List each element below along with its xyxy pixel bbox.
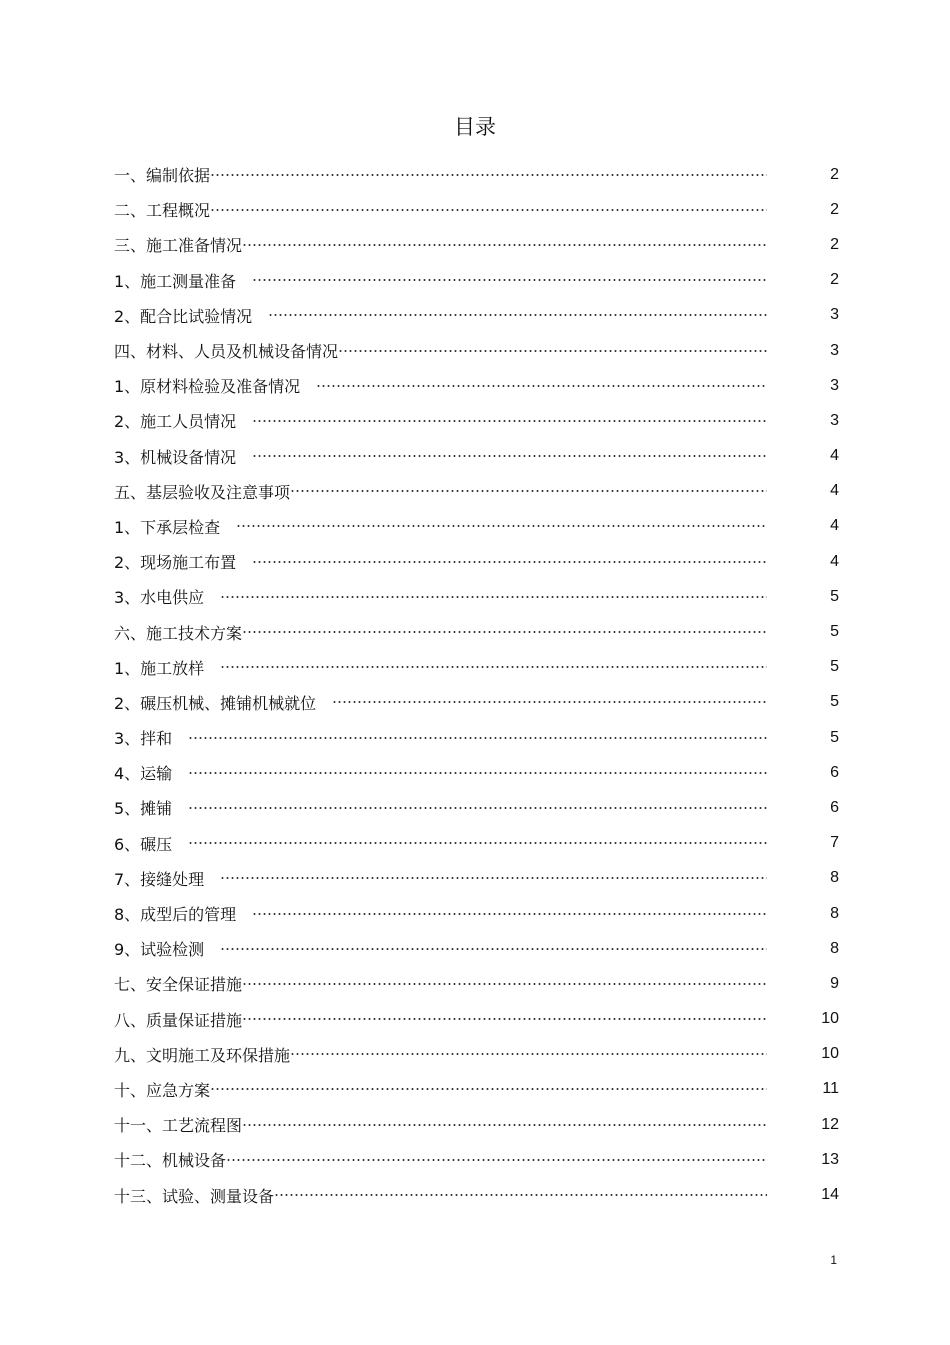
toc-entry-page: 3: [830, 306, 839, 324]
toc-dot-leader: [188, 771, 767, 775]
toc-entry-label: 十、应急方案: [114, 1080, 211, 1100]
toc-dot-leader: [242, 982, 767, 986]
toc-dot-leader: [290, 1052, 767, 1056]
table-of-contents: [0, 157, 950, 1213]
toc-entry-page: 14: [821, 1186, 839, 1204]
page-title: 目录: [454, 115, 496, 139]
toc-dot-leader: [290, 489, 767, 493]
toc-entry-label: 5、摊铺: [114, 799, 173, 819]
toc-dot-leader: [332, 700, 767, 704]
toc-entry[interactable]: [0, 298, 950, 333]
toc-dot-leader: [220, 947, 767, 951]
toc-dot-leader: [242, 630, 767, 634]
toc-dot-leader: [252, 454, 767, 458]
toc-entry[interactable]: [0, 826, 950, 861]
toc-entry-label: 2、碾压机械、摊铺机械就位: [114, 693, 317, 713]
toc-entry[interactable]: [0, 1107, 950, 1142]
toc-entry[interactable]: [0, 720, 950, 755]
toc-entry-label: 1、施工测量准备: [114, 271, 237, 291]
toc-entry-page: 5: [830, 658, 839, 676]
toc-entry[interactable]: [0, 333, 950, 368]
toc-entry-label: 6、碾压: [114, 834, 173, 854]
toc-entry-page: 4: [830, 482, 839, 500]
toc-entry[interactable]: [0, 755, 950, 790]
toc-dot-leader: [220, 595, 767, 599]
toc-entry-page: 2: [830, 271, 839, 289]
toc-entry-page: 8: [830, 869, 839, 887]
toc-entry-page: 3: [830, 376, 839, 394]
toc-dot-leader: [226, 1158, 767, 1162]
toc-entry-page: 11: [822, 1080, 839, 1098]
toc-dot-leader: [268, 313, 767, 317]
toc-entry-page: 6: [830, 798, 839, 816]
toc-entry[interactable]: [0, 157, 950, 192]
toc-dot-leader: [236, 524, 767, 528]
toc-entry-label: 十一、工艺流程图: [114, 1116, 243, 1136]
toc-entry-page: 13: [821, 1150, 839, 1168]
toc-entry[interactable]: [0, 861, 950, 896]
toc-entry-label: 六、施工技术方案: [114, 623, 243, 643]
toc-entry-page: 3: [830, 341, 839, 359]
toc-dot-leader: [252, 278, 767, 282]
toc-entry[interactable]: [0, 1177, 950, 1212]
toc-dot-leader: [274, 1193, 767, 1197]
toc-dot-leader: [220, 876, 767, 880]
toc-entry-page: 5: [830, 693, 839, 711]
toc-entry-label: 二、工程概况: [114, 201, 211, 221]
toc-entry-label: 八、质量保证措施: [114, 1010, 243, 1030]
toc-entry[interactable]: [0, 1037, 950, 1072]
toc-dot-leader: [316, 384, 767, 388]
toc-entry-page: 8: [830, 939, 839, 957]
toc-entry-page: 12: [821, 1115, 839, 1133]
toc-entry[interactable]: [0, 1002, 950, 1037]
toc-entry-page: 10: [821, 1045, 839, 1063]
toc-entry-label: 五、基层验收及注意事项: [114, 482, 291, 502]
toc-entry-page: 4: [830, 447, 839, 465]
toc-entry-label: 2、施工人员情况: [114, 412, 237, 432]
page-number: 1: [830, 1253, 837, 1267]
toc-entry-page: 2: [830, 200, 839, 218]
toc-dot-leader: [242, 243, 767, 247]
toc-entry[interactable]: [0, 931, 950, 966]
toc-entry-page: 5: [830, 587, 839, 605]
toc-entry[interactable]: [0, 263, 950, 298]
toc-dot-leader: [338, 349, 767, 353]
toc-dot-leader: [188, 841, 767, 845]
toc-entry-label: 3、水电供应: [114, 588, 205, 608]
toc-entry-page: 8: [830, 904, 839, 922]
toc-entry-label: 三、施工准备情况: [114, 236, 243, 256]
toc-entry[interactable]: [0, 227, 950, 262]
toc-dot-leader: [210, 1087, 767, 1091]
toc-entry-page: 4: [830, 517, 839, 535]
toc-entry[interactable]: [0, 474, 950, 509]
toc-dot-leader: [188, 806, 767, 810]
toc-entry-page: 2: [830, 235, 839, 253]
toc-entry-label: 3、拌和: [114, 729, 173, 749]
toc-entry-page: 4: [830, 552, 839, 570]
toc-entry-page: 10: [821, 1010, 839, 1028]
toc-entry-page: 5: [830, 728, 839, 746]
toc-entry-label: 四、材料、人员及机械设备情况: [114, 342, 339, 362]
toc-dot-leader: [220, 665, 767, 669]
toc-entry[interactable]: [0, 896, 950, 931]
toc-entry[interactable]: [0, 1072, 950, 1107]
toc-entry[interactable]: [0, 685, 950, 720]
toc-dot-leader: [210, 173, 767, 177]
toc-entry-label: 十三、试验、测量设备: [114, 1186, 275, 1206]
toc-entry[interactable]: [0, 509, 950, 544]
toc-entry-label: 1、下承层检查: [114, 517, 221, 537]
toc-entry[interactable]: [0, 614, 950, 649]
toc-entry[interactable]: [0, 790, 950, 825]
toc-dot-leader: [252, 419, 767, 423]
toc-entry-label: 一、编制依据: [114, 166, 211, 186]
toc-entry[interactable]: [0, 439, 950, 474]
toc-entry[interactable]: [0, 966, 950, 1001]
toc-entry-label: 3、机械设备情况: [114, 447, 237, 467]
toc-entry-page: 7: [830, 834, 839, 852]
toc-entry[interactable]: [0, 579, 950, 614]
toc-entry-label: 1、施工放样: [114, 658, 205, 678]
toc-dot-leader: [252, 560, 767, 564]
toc-entry[interactable]: [0, 192, 950, 227]
toc-dot-leader: [252, 912, 767, 916]
toc-dot-leader: [242, 1123, 767, 1127]
toc-entry-page: 3: [830, 411, 839, 429]
toc-entry-label: 9、试验检测: [114, 940, 205, 960]
toc-dot-leader: [188, 736, 767, 740]
toc-entry[interactable]: [0, 650, 950, 685]
toc-entry-label: 2、配合比试验情况: [114, 306, 253, 326]
toc-entry[interactable]: [0, 368, 950, 403]
toc-entry-page: 2: [830, 165, 839, 183]
toc-entry-label: 7、接缝处理: [114, 869, 205, 889]
toc-entry-page: 6: [830, 763, 839, 781]
toc-entry[interactable]: [0, 544, 950, 579]
toc-entry-label: 九、文明施工及环保措施: [114, 1045, 291, 1065]
toc-entry-page: 5: [830, 623, 839, 641]
toc-dot-leader: [242, 1017, 767, 1021]
toc-entry-label: 七、安全保证措施: [114, 975, 243, 995]
toc-entry-label: 4、运输: [114, 764, 173, 784]
toc-entry-label: 2、现场施工布置: [114, 553, 237, 573]
toc-entry[interactable]: [0, 403, 950, 438]
toc-dot-leader: [210, 208, 767, 212]
toc-entry-label: 8、成型后的管理: [114, 905, 237, 925]
toc-entry-label: 1、原材料检验及准备情况: [114, 377, 301, 397]
toc-entry-page: 9: [830, 974, 839, 992]
toc-entry-label: 十二、机械设备: [114, 1151, 227, 1171]
toc-entry[interactable]: [0, 1142, 950, 1177]
